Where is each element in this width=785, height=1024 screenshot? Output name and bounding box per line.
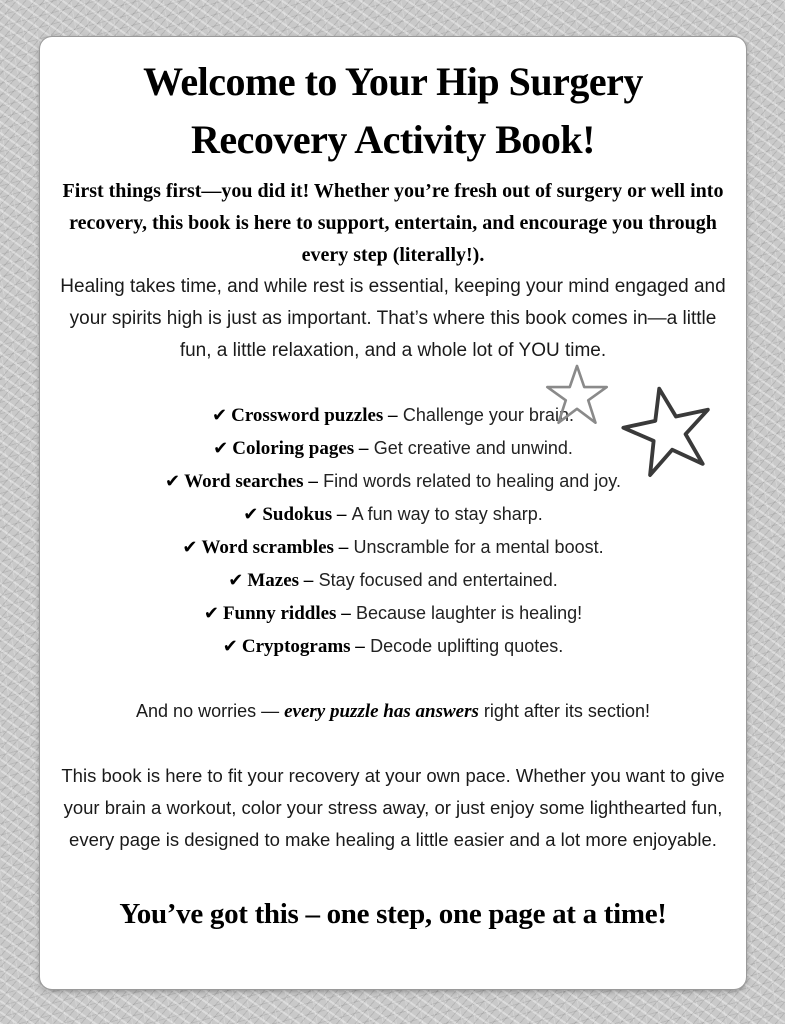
activity-name: Sudokus – bbox=[262, 504, 347, 525]
activity-description: Stay focused and entertained. bbox=[318, 570, 558, 590]
activity-description: Decode uplifting quotes. bbox=[370, 636, 564, 656]
checkmark-icon: ✔ bbox=[243, 504, 259, 525]
activity-description: Challenge your brain. bbox=[402, 405, 574, 425]
activity-name: Funny riddles – bbox=[222, 603, 351, 624]
intro-bold-paragraph: First things first—you did it! Whether you’re fresh out of surgery or well into recovery, this book is here to support, entertain, and encourage you through every step (literally!). bbox=[62, 180, 724, 266]
intro-paragraph: Healing takes time, and while rest is essential, keeping your mind engaged and your spirits high is just as important. That’s where this book comes in—a little fun, a little relaxation, and a whole lot of YOU time. bbox=[60, 276, 726, 361]
checkmark-icon: ✔ bbox=[203, 603, 219, 624]
activity-description: Get creative and unwind. bbox=[373, 438, 573, 458]
large-star-icon bbox=[618, 382, 718, 478]
activity-item bbox=[58, 564, 728, 597]
activity-item bbox=[58, 498, 728, 531]
activity-name: Cryptograms – bbox=[241, 636, 365, 657]
closing-headline: You’ve got this – one step, one page at a time! bbox=[119, 898, 667, 930]
closing-paragraph: This book is here to fit your recovery at your own pace. Whether you want to give your brain a workout, color your stress away, or just enjoy some lighthearted fun, every page is designed to make healing a little easier and a lot more enjoyable. bbox=[61, 765, 725, 850]
checkmark-icon: ✔ bbox=[165, 471, 181, 492]
page-title bbox=[58, 53, 728, 169]
title-line-2: Recovery Activity Book! bbox=[191, 117, 595, 162]
content-card bbox=[40, 37, 746, 989]
activity-description: Find words related to healing and joy. bbox=[323, 471, 621, 491]
activity-item bbox=[58, 597, 728, 630]
activity-item bbox=[58, 630, 728, 663]
activity-description: Because laughter is healing! bbox=[355, 603, 583, 623]
activity-name: Crossword puzzles – bbox=[231, 405, 398, 426]
checkmark-icon: ✔ bbox=[213, 438, 229, 459]
answers-note bbox=[58, 695, 728, 728]
title-line-1: Welcome to Your Hip Surgery bbox=[143, 59, 643, 104]
activity-description: A fun way to stay sharp. bbox=[351, 504, 543, 524]
answers-prefix: And no worries — bbox=[136, 701, 280, 721]
checkmark-icon: ✔ bbox=[228, 570, 244, 591]
activity-name: Coloring pages – bbox=[232, 438, 369, 459]
checkmark-icon: ✔ bbox=[212, 405, 228, 426]
activity-name: Word searches – bbox=[184, 471, 318, 492]
answers-suffix: right after its section! bbox=[483, 701, 650, 721]
activity-name: Mazes – bbox=[247, 570, 314, 591]
answers-emphasis: every puzzle has answers bbox=[284, 701, 479, 722]
checkmark-icon: ✔ bbox=[222, 636, 238, 657]
activity-description: Unscramble for a mental boost. bbox=[353, 537, 604, 557]
small-star-icon bbox=[543, 362, 611, 428]
activity-name: Word scrambles – bbox=[201, 537, 349, 558]
checkmark-icon: ✔ bbox=[182, 537, 198, 558]
activity-item bbox=[58, 531, 728, 564]
